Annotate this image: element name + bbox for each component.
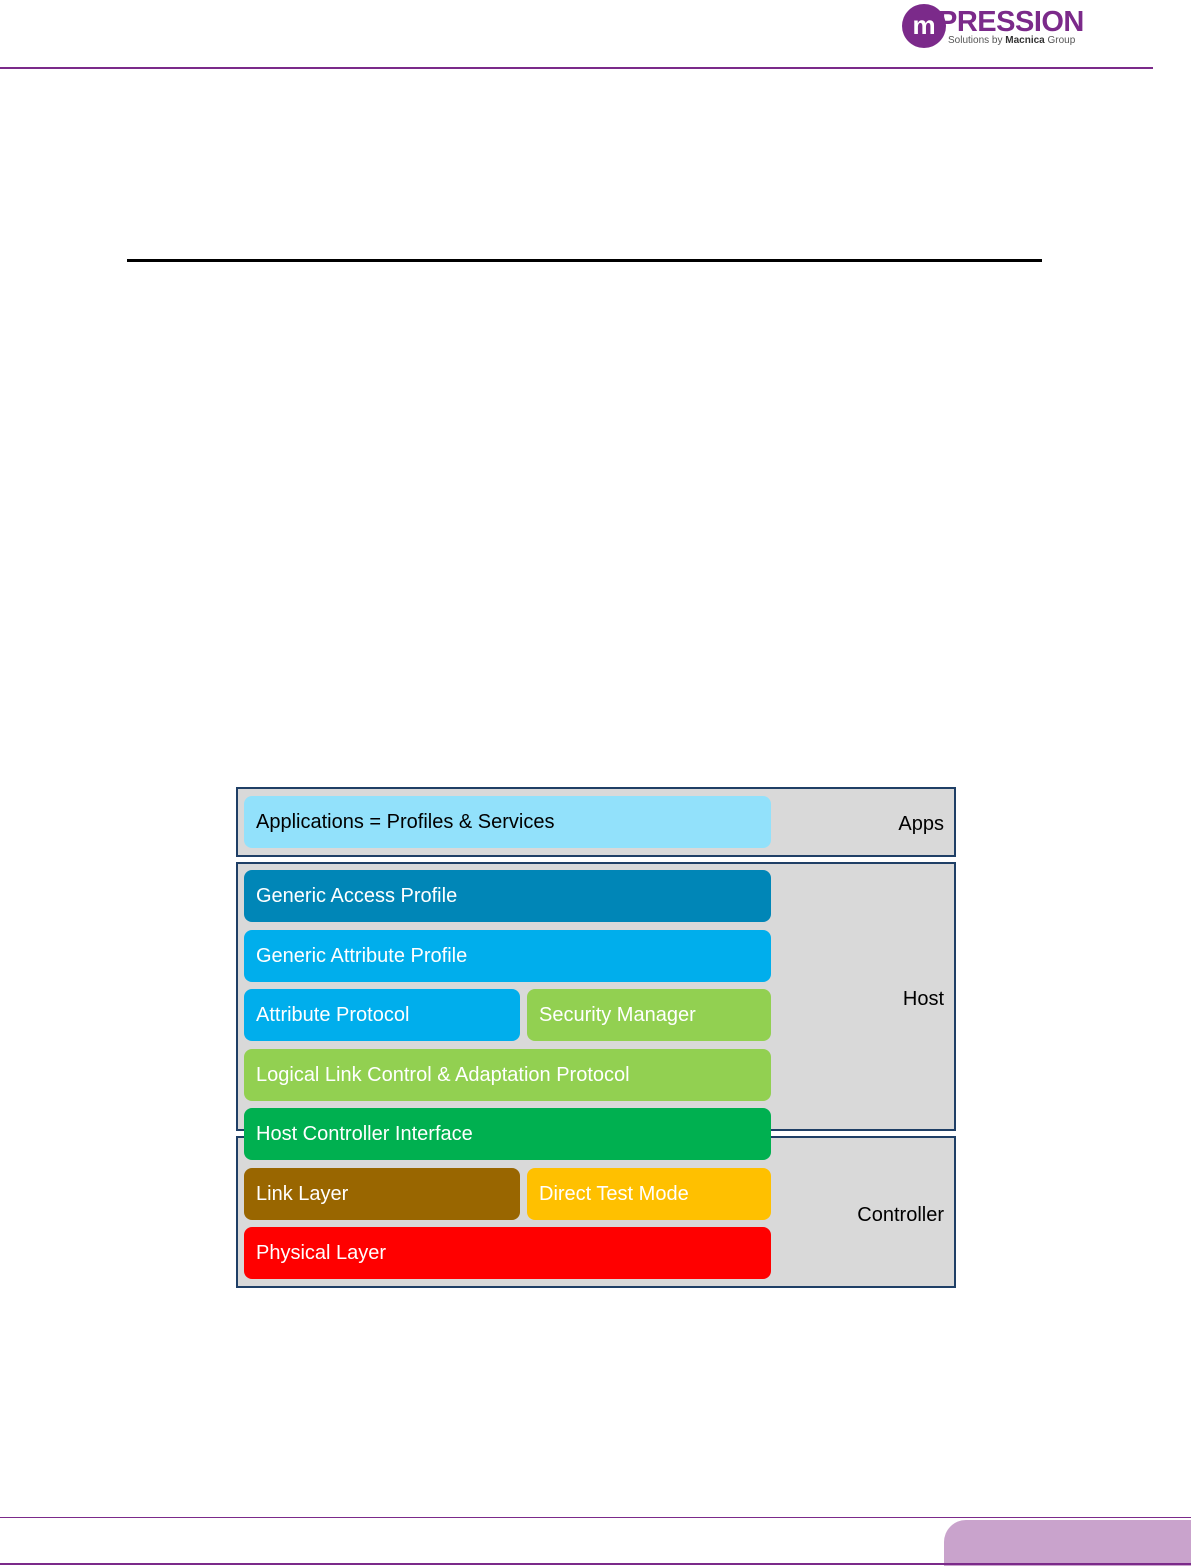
footer-page-tab bbox=[944, 1520, 1191, 1566]
mpression-logo bbox=[902, 4, 1102, 50]
apps-label: Apps bbox=[898, 813, 944, 835]
layer-host-controller-interface: Host Controller Interface bbox=[244, 1108, 771, 1160]
layer-security-manager: Security Manager bbox=[527, 989, 771, 1041]
controller-label: Controller bbox=[857, 1204, 944, 1226]
footer-divider bbox=[0, 1517, 1191, 1518]
header-divider bbox=[0, 67, 1153, 69]
logo-wordmark: PRESSION bbox=[938, 6, 1084, 38]
layer-applications: Applications = Profiles & Services bbox=[244, 796, 771, 848]
logo-mark: m bbox=[902, 4, 946, 48]
title-underline bbox=[127, 259, 1042, 262]
logo-tag-prefix: Solutions by bbox=[948, 35, 1006, 46]
logo-tag-brand: Macnica bbox=[1005, 35, 1045, 46]
logo-tagline bbox=[948, 35, 1075, 46]
layer-link-layer: Link Layer bbox=[244, 1168, 520, 1220]
layer-generic-access-profile: Generic Access Profile bbox=[244, 870, 771, 922]
layer-l2cap: Logical Link Control & Adaptation Protocol bbox=[244, 1049, 771, 1101]
layer-direct-test-mode: Direct Test Mode bbox=[527, 1168, 771, 1220]
footer-bottom-rule bbox=[0, 1563, 1191, 1565]
host-label: Host bbox=[902, 988, 944, 1010]
layer-attribute-protocol: Attribute Protocol bbox=[244, 989, 520, 1041]
layer-physical-layer: Physical Layer bbox=[244, 1227, 771, 1279]
layer-generic-attribute-profile: Generic Attribute Profile bbox=[244, 930, 771, 982]
logo-tag-suffix: Group bbox=[1044, 35, 1076, 46]
